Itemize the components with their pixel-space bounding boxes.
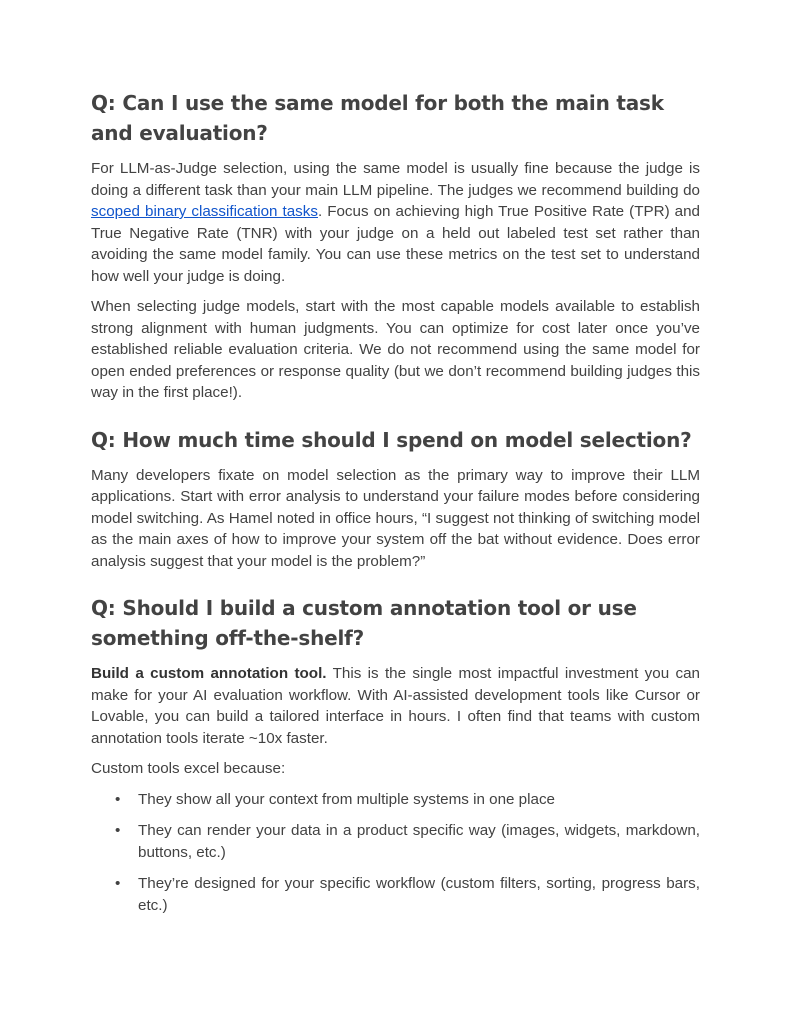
paragraph: When selecting judge models, start with the most capable models available to establish strong alignment with human judgments. You can optimize for cost later once you’ve established reliable evaluation criteria. We do not recommend using the same model for open ended preferences or response quality (but we don’t recommend building judges this way in the first place!). — [91, 298, 700, 401]
bullet-icon: • — [115, 790, 121, 808]
scoped-binary-classification-link[interactable]: scoped binary classification tasks — [91, 203, 318, 220]
list-item-text: They can render your data in a product specific way (images, widgets, markdown, buttons, etc.) — [138, 822, 700, 861]
bullet-list — [91, 789, 700, 917]
section-heading: Q: How much time should I spend on model selection? — [91, 427, 692, 452]
bullet-icon: • — [115, 822, 121, 839]
paragraph — [91, 158, 700, 287]
section-annotation-tool — [91, 593, 700, 916]
bullet-icon: • — [115, 875, 121, 892]
list-item-text: They show all your context from multiple systems in one place — [138, 790, 555, 808]
paragraph: Many developers fixate on model selection as the primary way to improve their LLM applications. Start with error analysis to understand your failure modes before considering model switching. As Hamel noted in office hours, “I suggest not thinking of switching model as the main axes of how to improve your system off the bat without evidence. Does error analysis suggest that your model is the problem?” — [91, 466, 700, 570]
paragraph: Custom tools excel because: — [91, 760, 286, 777]
section-heading: Q: Should I build a custom annotation tool or use something off-the-shelf? — [91, 596, 637, 650]
paragraph-text: For LLM-as-Judge selection, using the same model is usually fine because the judge is doing a different task than your main LLM pipeline. The judges we recommend building do — [91, 160, 700, 199]
section-model-selection-time — [91, 425, 700, 573]
paragraph-text: This is the single most impactful investment you can make for your AI evaluation workflow. With AI-assisted development tools like Cursor or Lovable, you can build a tailored interface in hours. I often find that teams with custom annotation tools iterate ~10x faster. — [91, 665, 700, 747]
list-item — [91, 789, 700, 811]
section-heading: Q: Can I use the same model for both the main task and evaluation? — [91, 91, 664, 145]
list-item-text: They’re designed for your specific workflow (custom filters, sorting, progress bars, etc.) — [138, 875, 700, 914]
list-item — [91, 873, 700, 916]
document-page — [91, 88, 700, 937]
paragraph — [91, 663, 700, 749]
list-item — [91, 820, 700, 863]
bold-lead-text: Build a custom annotation tool. — [91, 665, 327, 682]
section-same-model — [91, 88, 700, 404]
paragraph-text: . Focus on achieving high True Positive Rate (TPR) and True Negative Rate (TNR) with your judge on a held out labeled test set rather than avoiding the same model family. You can use these metrics on the test set to understand how well your judge is doing. — [91, 203, 700, 285]
